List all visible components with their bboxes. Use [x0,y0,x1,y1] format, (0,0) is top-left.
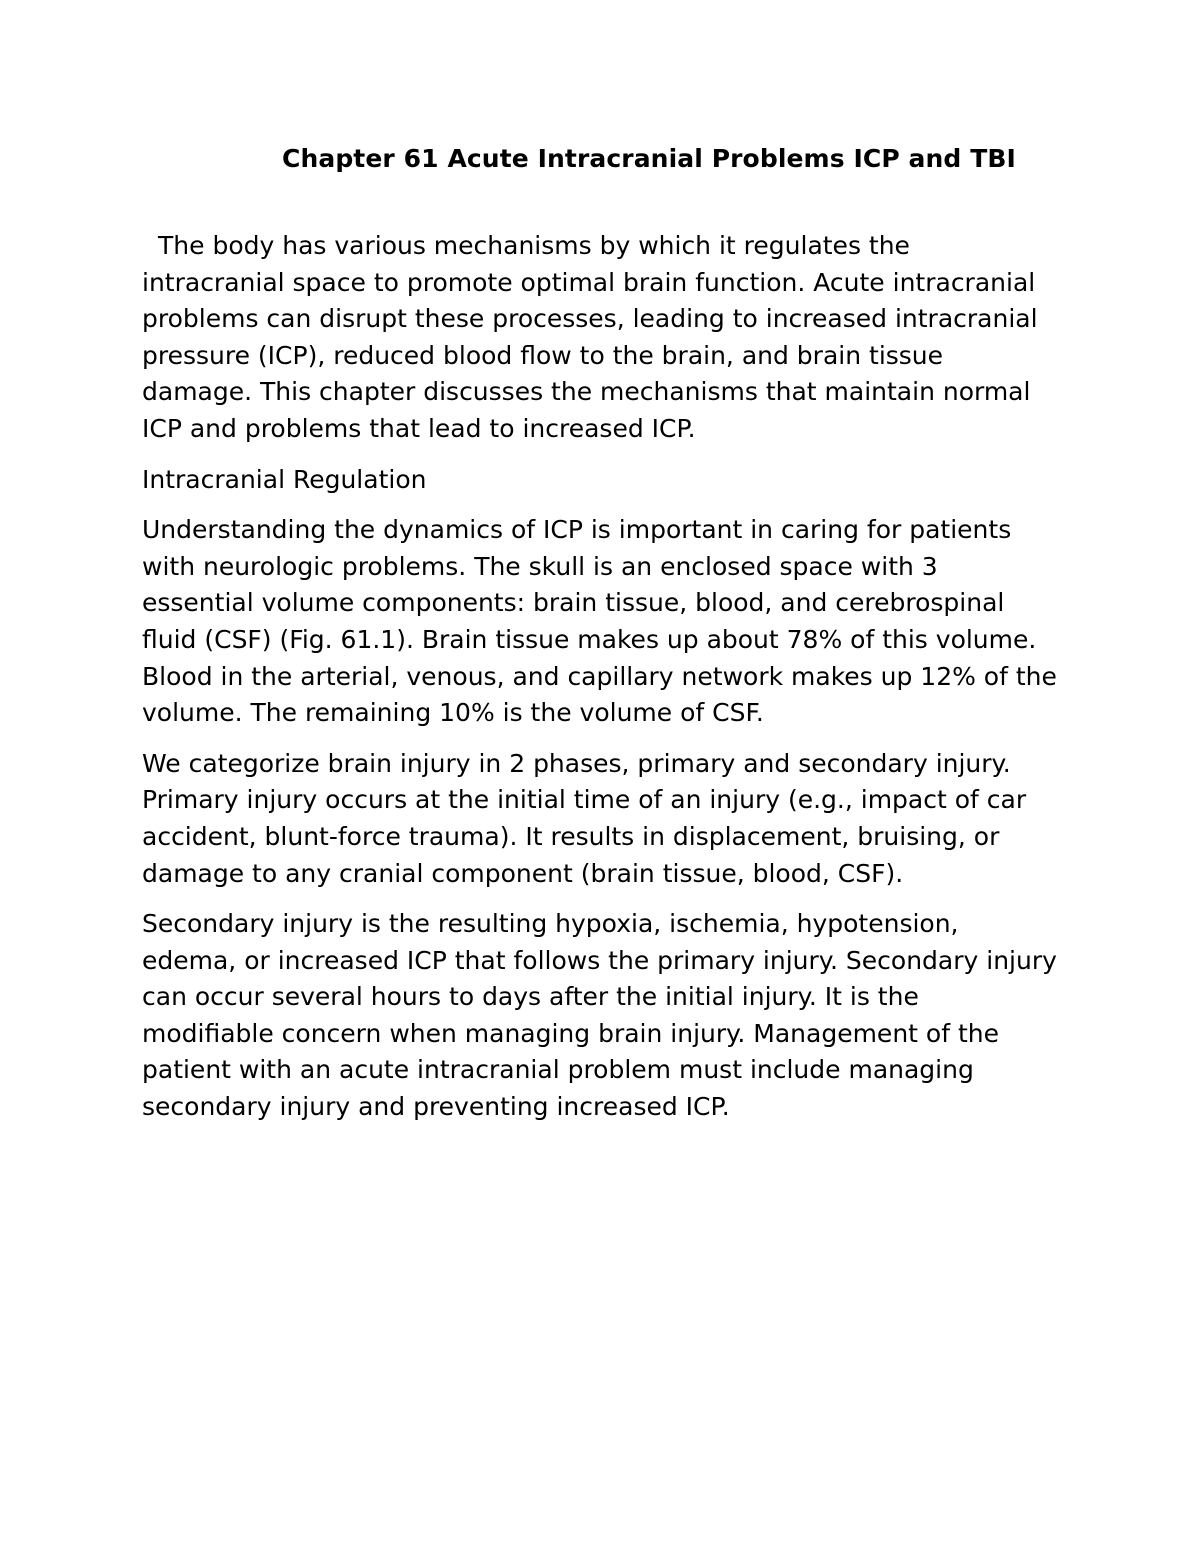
document-body [142,228,1057,1140]
document-title: Chapter 61 Acute Intracranial Problems ICP and TBI [282,144,1016,173]
title-block [212,140,1052,177]
body-paragraph-primary-injury: We categorize brain injury in 2 phases, primary and secondary injury. Primary injury occurs at the initial time of an injury (e.g., impact of car accident, blunt-force trauma). It results in displacement, bruising, or damage to any cranial component (brain tissue, blood, CSF). [142,748,1027,888]
body-paragraph-regulation: Understanding the dynamics of ICP is important in caring for patients with neurologic problems. The skull is an enclosed space with 3 essential volume components: brain tissue, blood, and cerebrospinal fluid (CSF) (Fig. 61.1). Brain tissue makes up about 78% of this volume. Blood in the arterial, venous, and capillary network makes up 12% of the volume. The remaining 10% is the volume of CSF. [142,515,1057,728]
section-heading: Intracranial Regulation [142,464,427,494]
intro-paragraph: The body has various mechanisms by which it regulates the intracranial space to promote optimal brain function. Acute intracranial problems can disrupt these processes, leading to increased intracranial pressure (ICP), reduced blood flow to the brain, and brain tissue damage. This chapter discusses the mechanisms that maintain normal ICP and problems that lead to increased ICP. [142,231,1038,443]
body-paragraph-secondary-injury: Secondary injury is the resulting hypoxia, ischemia, hypotension, edema, or increased ICP that follows the primary injury. Secondary injury can occur several hours to days after the initial injury. It is the modifiable concern when managing brain injury. Management of the patient with an acute intracranial problem must include managing secondary injury and preventing increased ICP. [142,909,1057,1122]
